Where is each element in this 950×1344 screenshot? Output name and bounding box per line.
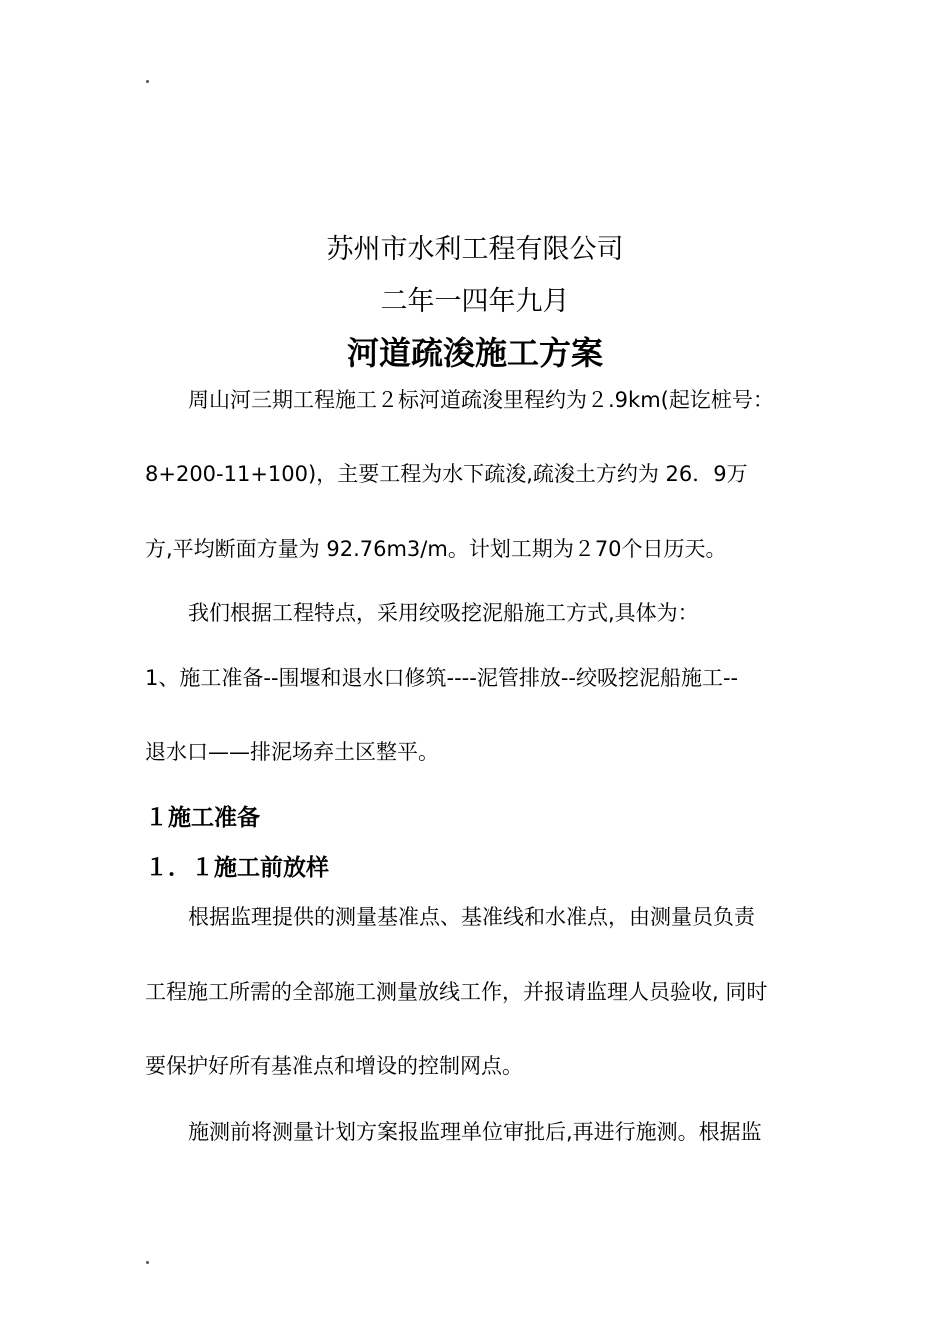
company-name: 苏州市水利工程有限公司 (326, 234, 624, 265)
top-marker-dot (146, 80, 149, 83)
paragraph-line: 周山河三期工程施工２标河道疏浚里程约为２.9km(起讫桩号： (188, 388, 774, 412)
paragraph-line: 8+200-11+100)，主要工程为水下疏浚,疏浚土方约为 26．9万 (145, 462, 748, 486)
paragraph-line: 工程施工所需的全部施工测量放线工作，并报请监理人员验收, 同时 (145, 980, 768, 1004)
subsection-heading: １．１施工前放样 (145, 855, 329, 881)
bottom-marker-dot (146, 1261, 149, 1264)
section-heading: １施工准备 (145, 805, 260, 831)
document-date: 二年一四年九月 (380, 286, 570, 317)
paragraph-line: 要保护好所有基准点和增设的控制网点。 (145, 1054, 523, 1078)
paragraph-line: 方,平均断面方量为 92.76m3/m。计划工期为２70个日历天。 (145, 537, 727, 561)
paragraph-line: 退水口——排泥场弃土区整平。 (145, 740, 439, 764)
paragraph-line: 1、施工准备--围堰和退水口修筑----泥管排放--绞吸挖泥船施工-- (145, 666, 739, 690)
paragraph-line: 我们根据工程特点，采用绞吸挖泥船施工方式,具体为： (188, 601, 699, 625)
paragraph-line: 施测前将测量计划方案报监理单位审批后,再进行施测。根据监 (188, 1120, 762, 1144)
paragraph-line: 根据监理提供的测量基准点、基准线和水准点，由测量员负责 (188, 905, 755, 929)
document-title: 河道疏浚施工方案 (346, 334, 603, 372)
